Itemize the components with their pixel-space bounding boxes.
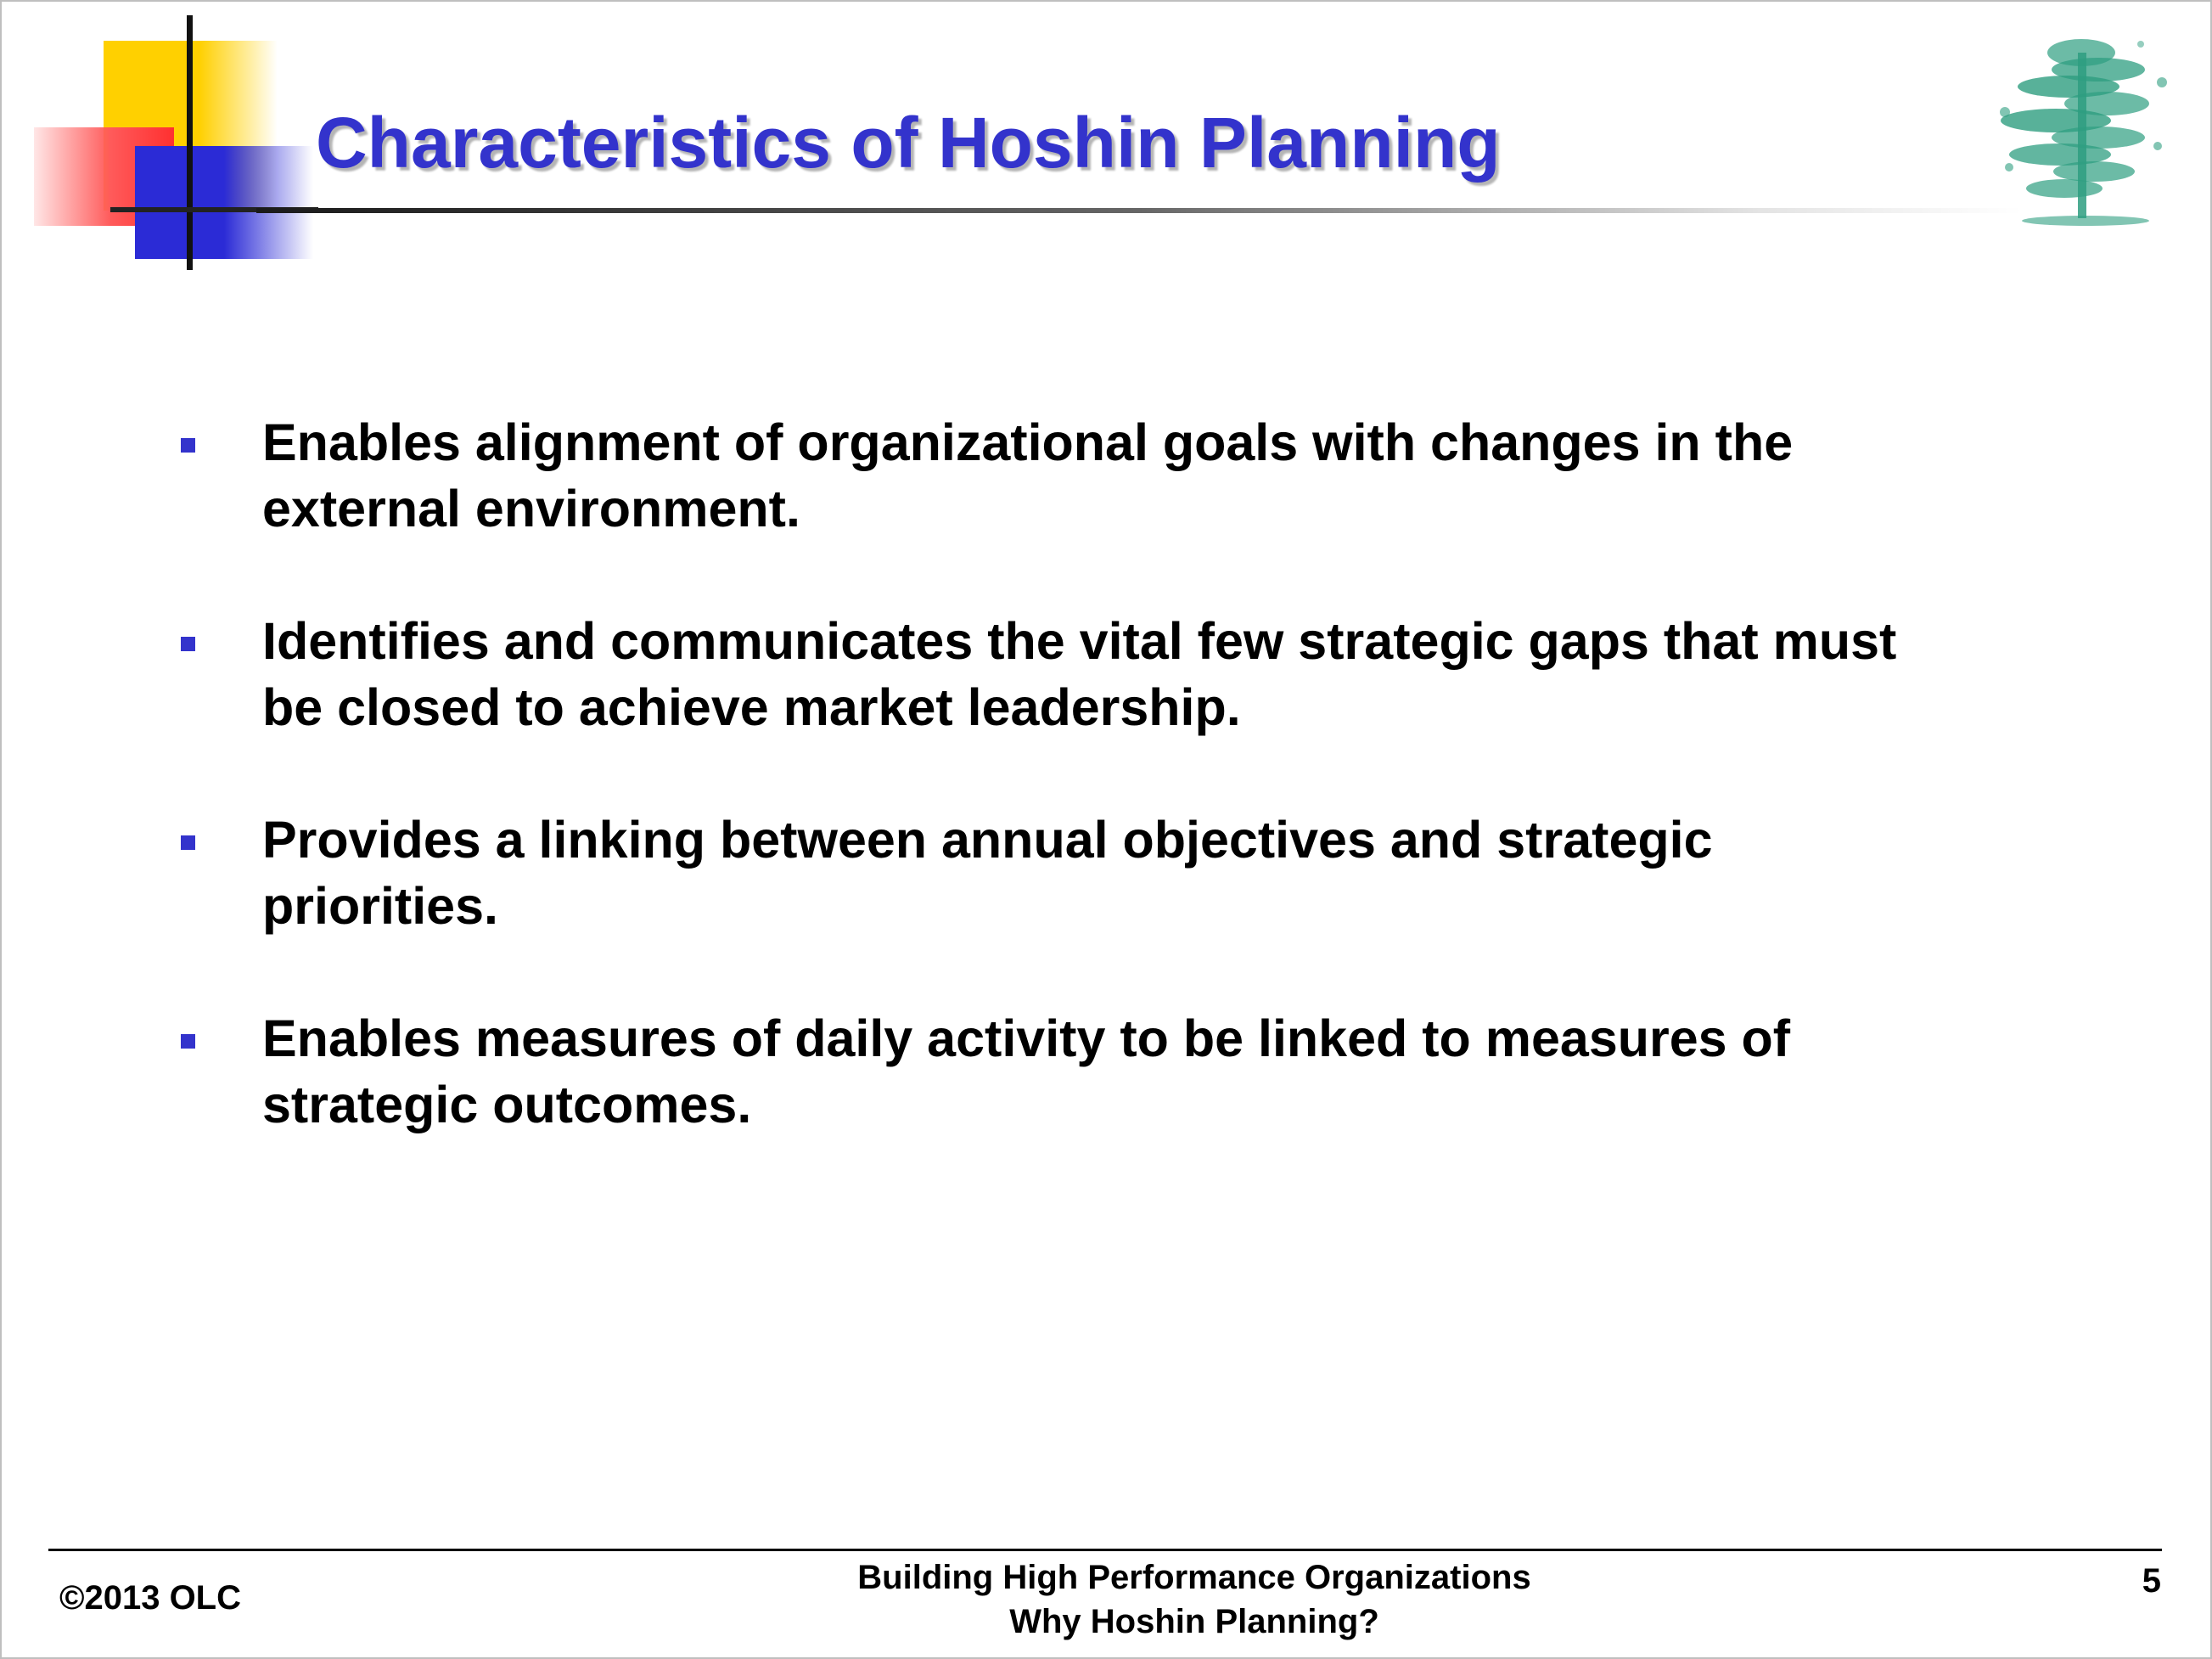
page-number: 5 [2142,1562,2161,1600]
list-item [176,1005,2043,1138]
list-item [176,409,2043,542]
bullet-text-line: strategic outcomes. [262,1076,752,1133]
bullet-text-line: Enables measures of daily activity to be linked to measures of [262,1009,1791,1067]
bullet-text-line: Identifies and communicates the vital few strategic gaps that must [262,612,1897,670]
bullet-text-line: Enables alignment of organizational goals with changes in the [262,413,1794,471]
tree-logo-icon [1971,19,2192,231]
bullet-text-line: Provides a linking between annual objectives and strategic [262,811,1713,869]
footer-title: Building High Performance Organizations [857,1559,1531,1596]
bullet-text-line: external environment. [262,480,800,537]
bullet-text-line: priorities. [262,877,498,935]
square-bullet-icon [181,637,195,651]
slide-title: Characteristics of Hoshin Planning [316,103,1501,183]
footer-subtitle: Why Hoshin Planning? [1009,1603,1379,1640]
title-underline [256,208,2022,213]
list-item [176,807,2043,939]
footer-center [770,1555,1619,1644]
bullet-text-line: be closed to achieve market leadership. [262,678,1241,736]
square-bullet-icon [181,1034,195,1049]
square-bullet-icon [181,835,195,850]
square-bullet-icon [181,438,195,453]
bullet-list [176,409,2043,1204]
footer-copyright: ©2013 OLC [59,1579,242,1617]
corner-decoration [2,2,324,282]
list-item [176,608,2043,740]
deco-vertical-line [187,15,193,270]
footer-divider [48,1549,2162,1551]
deco-blue-square [135,146,313,259]
